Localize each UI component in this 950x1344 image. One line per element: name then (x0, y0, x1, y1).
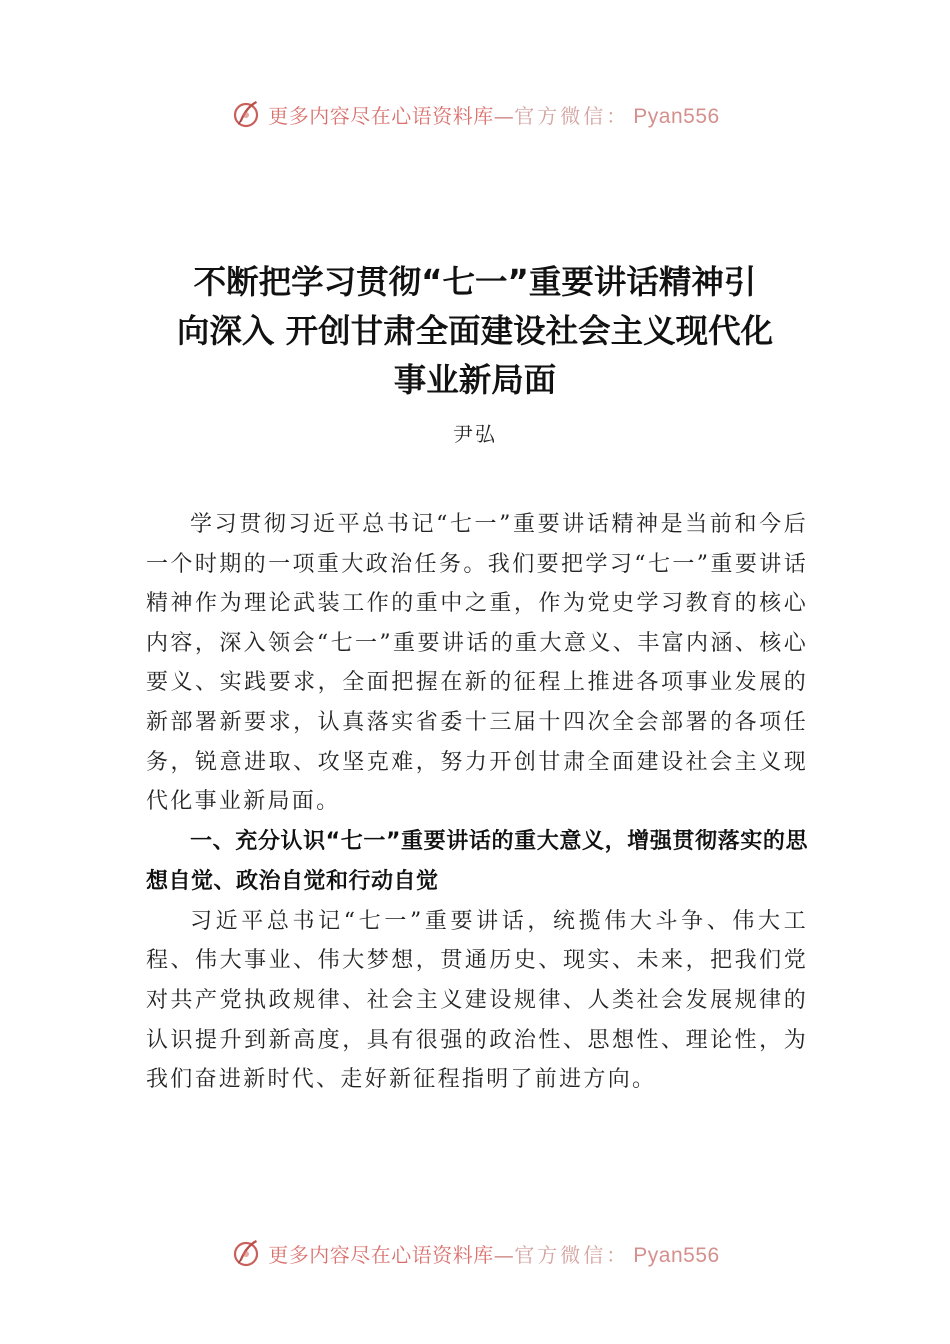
document-body (146, 505, 808, 1100)
watermark-dash: — (493, 1242, 515, 1267)
section-heading-1: 一、充分认识“七一”重要讲话的重大意义，增强贯彻落实的思想自觉、政治自觉和行动自觉 (146, 828, 808, 894)
title-line-2: 向深入 开创甘肃全面建设社会主义现代化 (176, 312, 774, 350)
quill-pen-logo-icon (230, 98, 262, 130)
quill-pen-logo-icon (230, 1237, 262, 1269)
watermark-brand: 更多内容尽在心语资料库 (268, 103, 494, 128)
watermark-dash: — (493, 103, 515, 128)
document-author: 尹弘 (453, 422, 497, 446)
watermark-wechat-id: Pyan556 (633, 1243, 720, 1267)
watermark-official-label: 官方微信： (514, 1242, 630, 1267)
intro-paragraph: 学习贯彻习近平总书记“七一”重要讲话精神是当前和今后一个时期的一项重大政治任务。我们要把学习“七一”重要讲话精神作为理论武装工作的重中之重，作为党史学习教育的核心内容，深入领会“七一”重要讲话的重大意义、丰富内涵、核心要义、实践要求，全面把握在新的征程上推进各项事业发展的新部署新要求，认真落实省委十三届十四次全会部署的各项任务，锐意进取、攻坚克难，努力开创甘肃全面建设社会主义现代化事业新局面。 (146, 512, 808, 815)
title-line-3: 事业新局面 (393, 361, 557, 399)
title-line-1: 不断把学习贯彻“七一”重要讲话精神引 (193, 263, 757, 301)
header-watermark-banner (0, 94, 950, 134)
watermark-official-label: 官方微信： (514, 103, 630, 128)
watermark-text (268, 1239, 719, 1268)
watermark-wechat-id: Pyan556 (633, 104, 720, 128)
watermark-brand: 更多内容尽在心语资料库 (268, 1242, 494, 1267)
footer-watermark-banner (0, 1233, 950, 1273)
document-title (130, 258, 820, 405)
watermark-text (268, 100, 719, 129)
section-1-paragraph: 习近平总书记“七一”重要讲话，统揽伟大斗争、伟大工程、伟大事业、伟大梦想，贯通历史、现实、未来，把我们党对共产党执政规律、社会主义建设规律、人类社会发展规律的认识提升到新高度，具有很强的政治性、思想性、理论性，为我们奋进新时代、走好新征程指明了前进方向。 (146, 908, 808, 1093)
